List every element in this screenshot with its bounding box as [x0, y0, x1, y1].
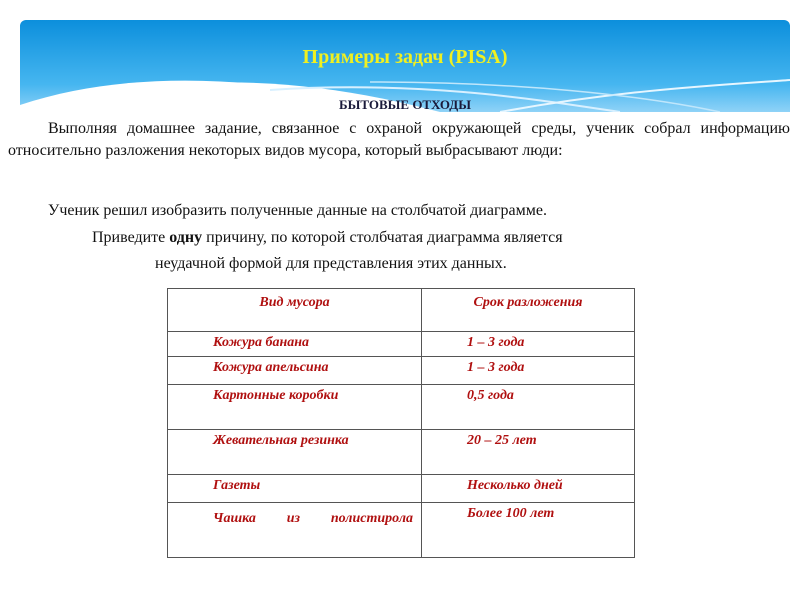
- task-question: [92, 227, 563, 249]
- waste-type: Газеты: [168, 475, 422, 503]
- waste-type: Жевательная резинка: [168, 430, 422, 475]
- slide-subtitle: БЫТОВЫЕ ОТХОДЫ: [338, 97, 471, 112]
- header-banner: [20, 20, 790, 112]
- waste-type: Чашка из полистирола: [168, 503, 422, 558]
- table-row: [168, 332, 635, 357]
- waste-type: Кожура апельсина: [168, 357, 422, 385]
- question-text-b: причину, по которой столбчатая диаграмма является: [202, 229, 563, 246]
- table-row: [168, 475, 635, 503]
- waste-table: [167, 288, 635, 558]
- decomposition-time: 1 – 3 года: [422, 332, 635, 357]
- task-paragraph-1: Выполняя домашнее задание, связанное с охраной окружающей среды, ученик собрал информацию относительно разложения некоторых видов мусора, который выбрасывают люди:: [8, 120, 790, 159]
- question-text-a: Приведите: [92, 229, 170, 246]
- decomposition-time: 1 – 3 года: [422, 357, 635, 385]
- header-decomposition-time: Срок разложения: [422, 289, 635, 332]
- question-emphasis: одну: [169, 229, 203, 246]
- slide-title: Примеры задач (PISA): [302, 46, 508, 68]
- table-row: [168, 385, 635, 430]
- decomposition-time: Несколько дней: [422, 475, 635, 503]
- table-header-row: [168, 289, 635, 332]
- table-row: [168, 503, 635, 558]
- task-paragraph-2: Ученик решил изобразить полученные данные на столбчатой диаграмме.: [48, 202, 547, 219]
- task-question-cont: неудачной формой для представления этих данных.: [155, 255, 507, 272]
- decomposition-time: 20 – 25 лет: [422, 430, 635, 475]
- decomposition-time: 0,5 года: [422, 385, 635, 430]
- table-row: [168, 357, 635, 385]
- header-waste-type: Вид мусора: [168, 289, 422, 332]
- table-row: [168, 430, 635, 475]
- waste-type: Кожура банана: [168, 332, 422, 357]
- waste-type: Картонные коробки: [168, 385, 422, 430]
- decomposition-time: Более 100 лет: [422, 503, 635, 558]
